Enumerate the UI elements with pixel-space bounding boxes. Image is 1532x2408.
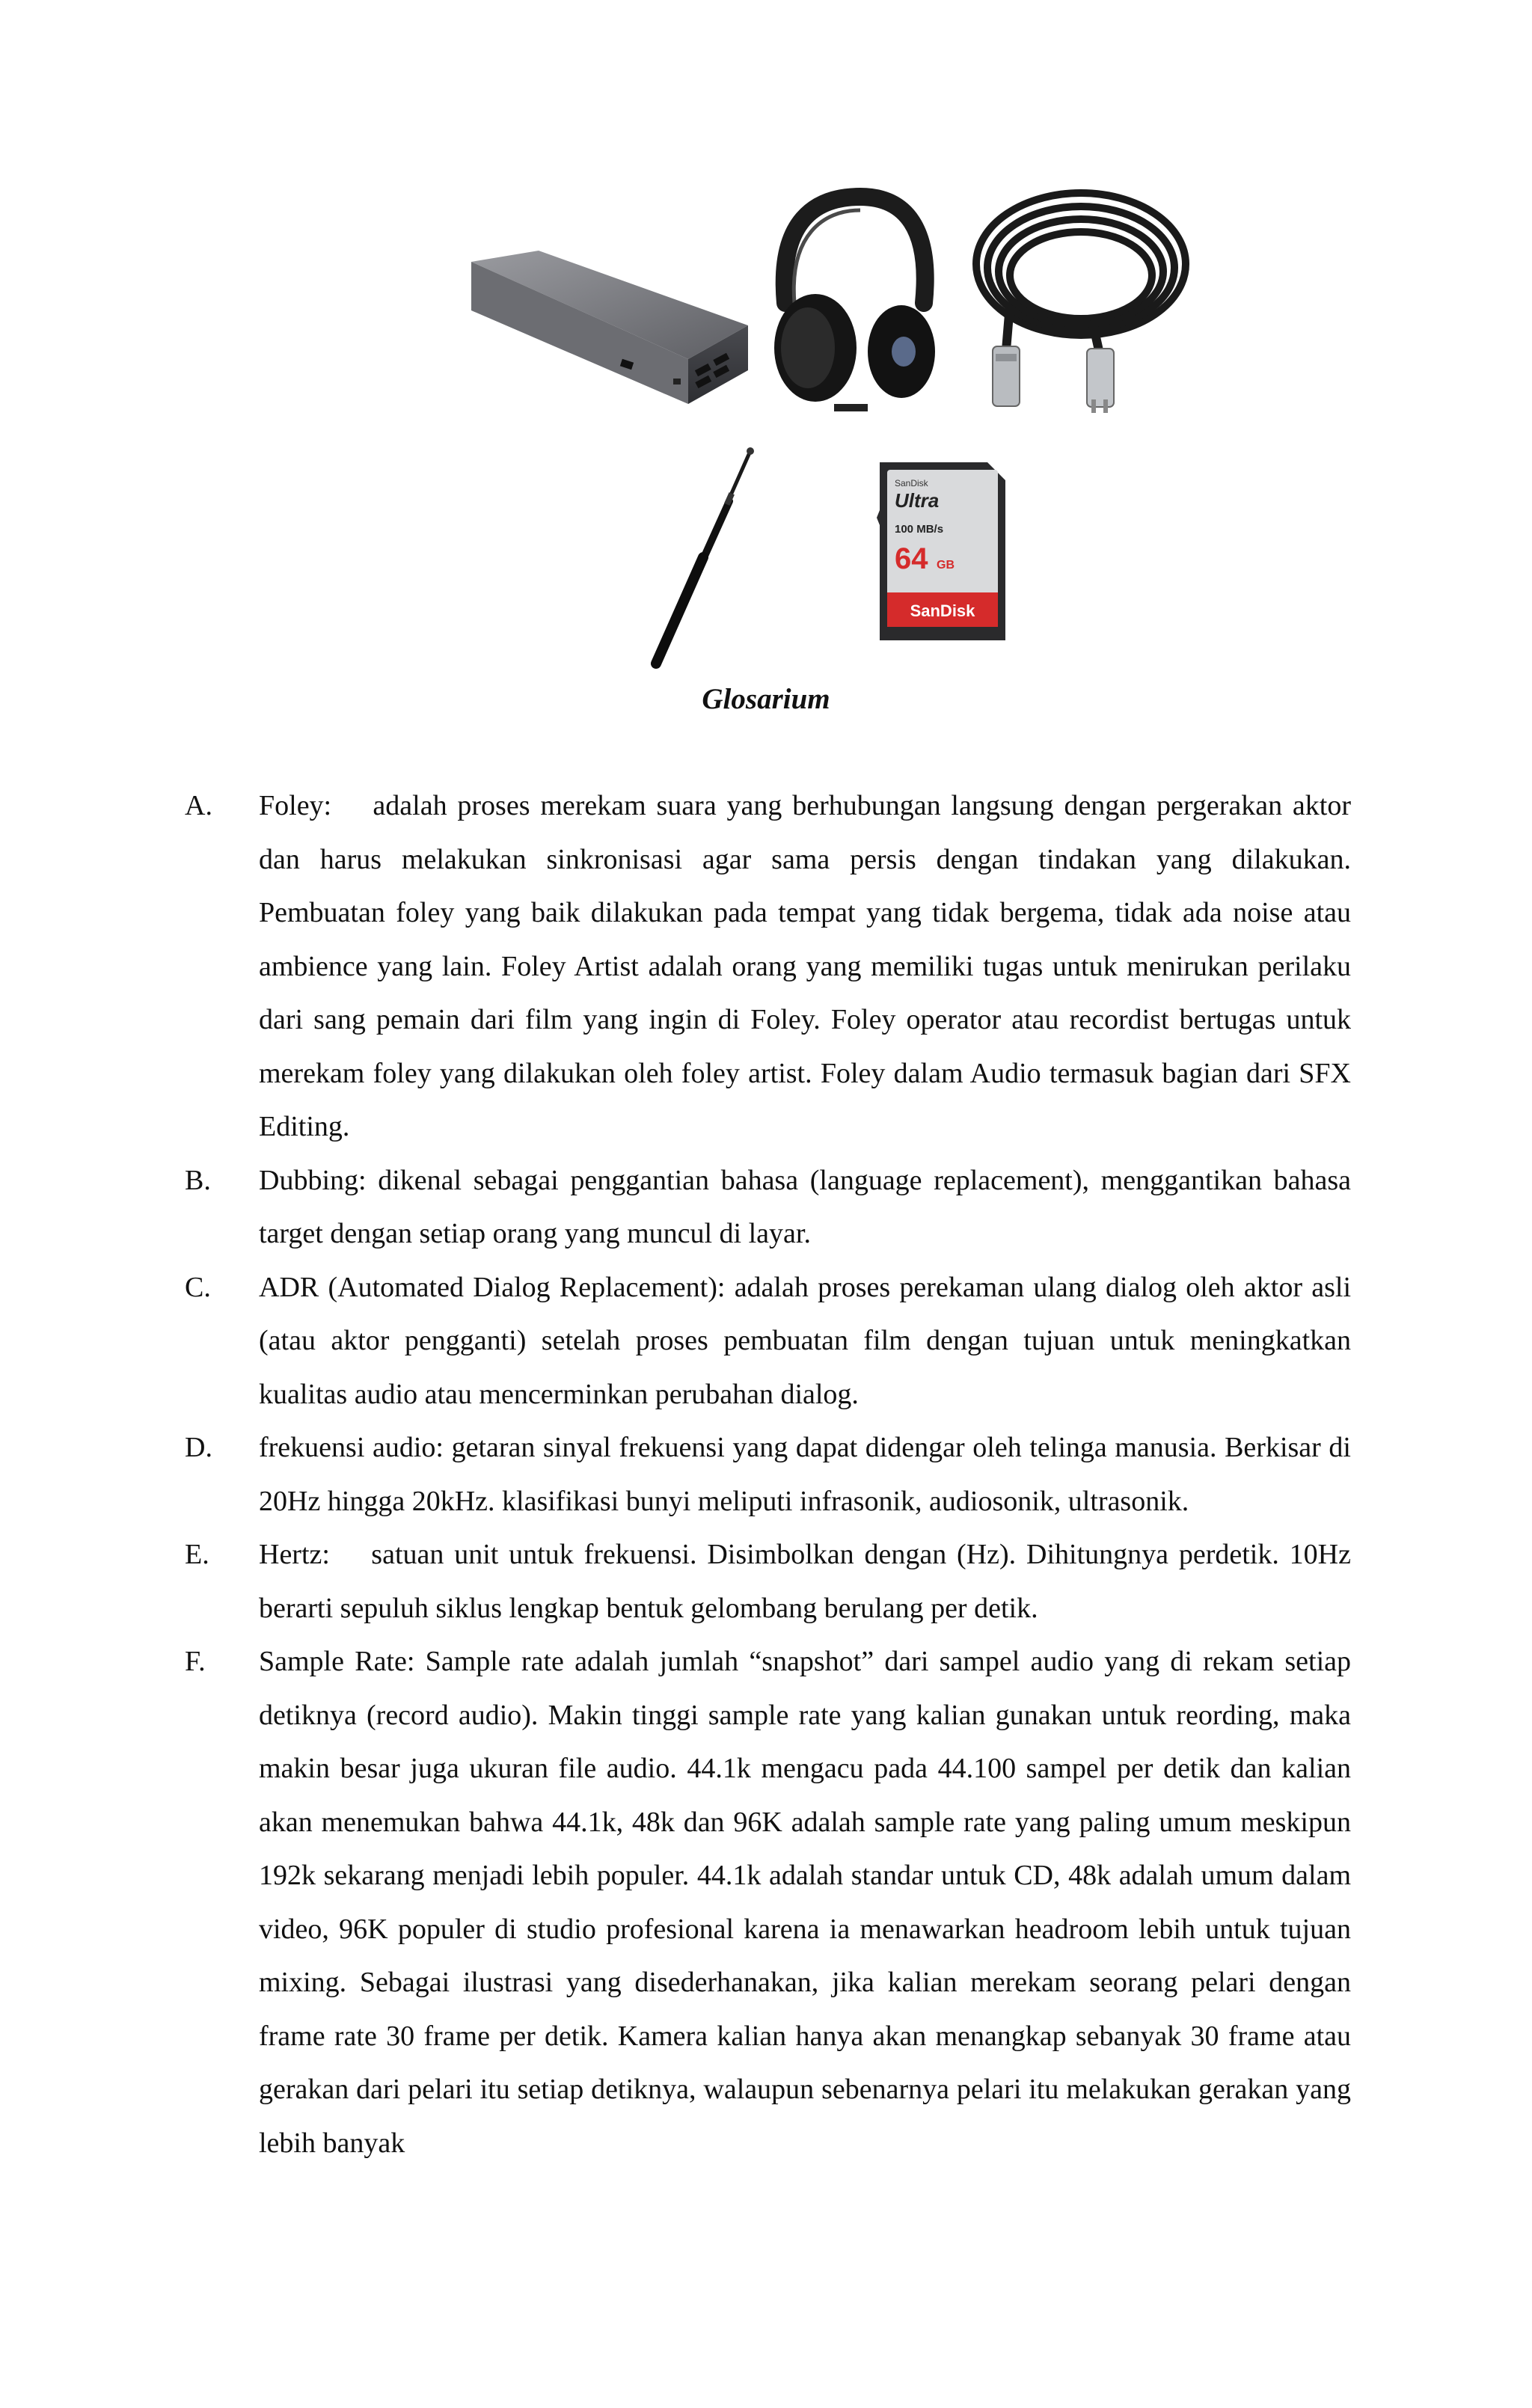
boom-pole-icon bbox=[640, 445, 759, 670]
glossary-entry bbox=[0, 1635, 1532, 2170]
glossary-entry bbox=[0, 1154, 1532, 1261]
entry-letter: F. bbox=[185, 1646, 206, 1677]
xlr-cable-figure bbox=[961, 186, 1193, 417]
headphones-icon bbox=[763, 191, 943, 415]
sd-brand-small: SanDisk bbox=[895, 478, 928, 488]
glossary-entry bbox=[0, 1528, 1532, 1635]
glossary-entry bbox=[0, 779, 1532, 1154]
entry-letter: E. bbox=[185, 1539, 209, 1570]
entry-letter: D. bbox=[185, 1432, 212, 1463]
sd-capacity-label: 64 bbox=[895, 542, 928, 575]
sd-speed-label: 100 MB/s bbox=[895, 523, 944, 536]
entry-text: Foley: adalah proses merekam suara yang berhubungan langsung dengan pergerakan aktor dan harus melakukan sinkronisasi agar sama persis dengan tindakan yang dilakukan. Pembuatan foley yang baik dilakukan pada tempat yang tidak bergema, tidak ada noise atau ambience yang lain. Foley Artist adalah orang yang memiliki tugas untuk menirukan perilaku dari sang pemain dari film yang ingin di Foley. Foley operator atau recordist bertugas untuk merekam foley yang dilakukan oleh foley artist. Foley dalam Audio termasuk bagian dari SFX Editing. bbox=[259, 790, 1358, 1142]
sd-unit-label: GB bbox=[937, 559, 955, 572]
headphones-figure bbox=[763, 191, 943, 415]
entry-text: Sample Rate: Sample rate adalah jumlah “snapshot” dari sampel audio yang di rekam setiap detiknya (record audio). Makin tinggi sample rate yang kalian gunakan untuk reording, maka makin besar juga ukuran file audio. 44.1k mengacu pada 44.100 sampel per detik dan kalian akan menemukan bahwa 44.1k, 48k dan 96K adalah sample rate yang paling umum meskipun 192k sekarang menjadi lebih populer. 44.1k adalah standar untuk CD, 48k adalah umum dalam video, 96K populer di studio profesional karena ia menawarkan headroom lebih untuk tujuan mixing. Sebagai ilustrasi yang disederhanakan, jika kalian merekam seorang pelari dengan frame rate 30 frame per detik. Kamera kalian hanya akan menangkap sebanyak 30 frame atau gerakan dari pelari itu setiap detiknya, walaupun sebenarnya pelari itu melakukan gerakan yang lebih banyak bbox=[259, 1646, 1358, 2159]
entry-text: Dubbing: dikenal sebagai penggantian bahasa (language replacement), menggantikan bahasa target dengan setiap orang yang muncul di layar. bbox=[259, 1164, 1358, 1249]
entry-letter: B. bbox=[185, 1164, 211, 1196]
glossary-list bbox=[0, 779, 1532, 2170]
glossary-entry bbox=[0, 1261, 1532, 1422]
entry-text: ADR (Automated Dialog Replacement): adalah proses perekaman ulang dialog oleh aktor asli (atau aktor pengganti) setelah proses pembuatan film dengan tujuan untuk meningkatkan kualitas audio atau mencerminkan perubahan dialog. bbox=[259, 1271, 1358, 1410]
power-bank-icon bbox=[449, 247, 763, 419]
power-bank-figure bbox=[449, 247, 763, 419]
xlr-cable-icon bbox=[961, 186, 1193, 417]
glossary-caption: Glosarium bbox=[702, 683, 830, 715]
entry-text: frekuensi audio: getaran sinyal frekuensi yang dapat didengar oleh telinga manusia. Berkisar di 20Hz hingga 20kHz. klasifikasi bunyi meliputi infrasonik, audiosonik, ultrasonik. bbox=[259, 1432, 1358, 1517]
entry-text: Hertz: satuan unit untuk frekuensi. Disimbolkan dengan (Hz). Dihitungnya perdetik. 10Hz berarti sepuluh siklus lengkap bentuk gelombang berulang per detik. bbox=[259, 1539, 1358, 1624]
entry-letter: C. bbox=[185, 1271, 211, 1303]
sd-series-label: Ultra bbox=[895, 489, 940, 512]
sd-card-figure bbox=[875, 458, 1010, 645]
sd-brand-label: SanDisk bbox=[910, 601, 975, 620]
sd-card-icon bbox=[875, 458, 1010, 645]
entry-letter: A. bbox=[185, 790, 212, 821]
glossary-entry bbox=[0, 1421, 1532, 1528]
boom-pole-figure bbox=[640, 445, 759, 670]
